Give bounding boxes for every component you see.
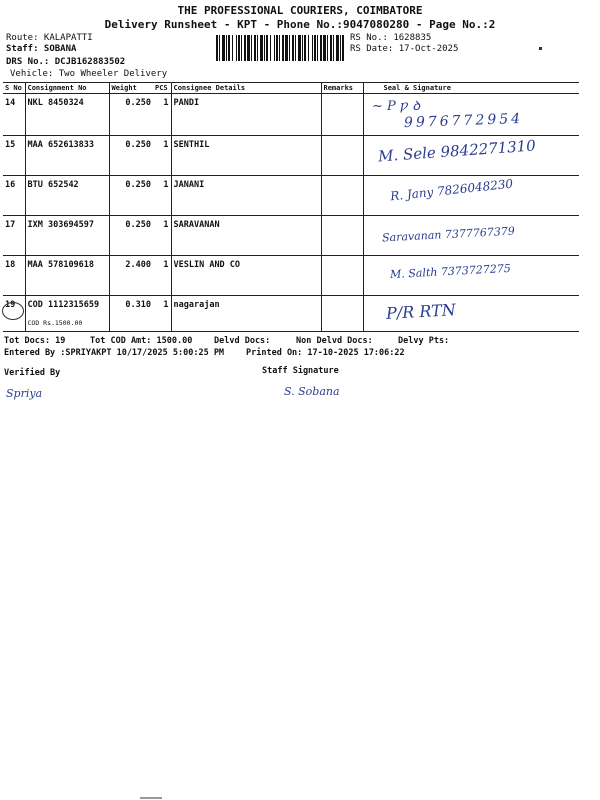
col-remarks: Remarks — [321, 83, 363, 94]
staff-signature-label: Staff Signature — [262, 366, 339, 376]
cell-consignment-number: COD 1112315659 — [27, 300, 100, 310]
cell-consignee: PANDI — [171, 94, 321, 136]
cell-consignment: IXM 303694597 — [25, 216, 109, 256]
delivered-docs: Delvd Docs: — [214, 336, 271, 346]
vehicle-label: Vehicle: Two Wheeler Delivery — [10, 69, 168, 79]
cell-pcs: 1 — [153, 94, 171, 136]
non-delivered-docs: Non Delvd Docs: — [296, 336, 373, 346]
cell-sno: 15 — [3, 136, 25, 176]
signature-row-16: R. Jany 7826048230 — [389, 176, 514, 204]
printed-on: Printed On: 17-10-2025 17:06:22 — [246, 348, 405, 358]
col-weight: Weight — [109, 83, 153, 94]
cell-consignee: SARAVANAN — [171, 216, 321, 256]
cell-consignment: MAA 578109618 — [25, 256, 109, 296]
company-name: THE PROFESSIONAL COURIERS, COIMBATORE — [177, 4, 423, 17]
total-docs: Tot Docs: 19 — [4, 336, 66, 346]
cell-consignee: SENTHIL — [171, 136, 321, 176]
signature-row-18: M. Salth 7373727275 — [389, 261, 512, 282]
cell-remarks — [321, 256, 363, 296]
delivery-points: Delvy Pts: — [398, 336, 450, 346]
cell-consignment: NKL 8450324 — [25, 94, 109, 136]
cell-weight: 0.250 — [109, 94, 153, 136]
cell-sno: 19 — [3, 296, 25, 332]
verified-by-signature: Spriya — [6, 387, 43, 400]
route-label: Route: KALAPATTI — [6, 33, 93, 43]
cell-remarks — [321, 216, 363, 256]
cell-weight: 0.250 — [109, 176, 153, 216]
cell-sno: 14 — [3, 94, 25, 136]
scan-speck — [140, 797, 162, 799]
verified-by-label: Verified By — [4, 368, 61, 378]
cell-weight: 0.310 — [109, 296, 153, 332]
cell-consignee: nagarajan — [171, 296, 321, 332]
runsheet-title: Delivery Runsheet - KPT - Phone No.:9047080280 - Page No.:2 — [104, 18, 496, 31]
cell-consignee: JANANI — [171, 176, 321, 216]
rs-date: RS Date: 17-Oct-2025 — [350, 44, 459, 54]
cell-weight: 0.250 — [109, 136, 153, 176]
table-header-row — [3, 83, 579, 94]
cell-sno: 16 — [3, 176, 25, 216]
cell-pcs: 1 — [153, 176, 171, 216]
cell-consignment: MAA 652613833 — [25, 136, 109, 176]
cell-weight: 0.250 — [109, 216, 153, 256]
drs-number: DRS No.: DCJB162883502 — [6, 57, 126, 67]
entered-by: Entered By :SPRIYAKPT 10/17/2025 5:00:25 PM — [4, 348, 225, 358]
signature-row-19: P/R RTN — [385, 300, 457, 323]
cod-amount-note: COD Rs.1500.00 — [27, 319, 83, 327]
cell-sno: 17 — [3, 216, 25, 256]
speck-mark — [539, 47, 542, 50]
cell-remarks — [321, 296, 363, 332]
cell-remarks — [321, 136, 363, 176]
staff-signature-ink: S. Sobana — [284, 385, 340, 398]
cell-consignment: BTU 652542 — [25, 176, 109, 216]
col-consignment: Consignment No — [25, 83, 109, 94]
total-cod-amount: Tot COD Amt: 1500.00 — [90, 336, 193, 346]
col-sno: S No — [3, 83, 25, 94]
table-row — [3, 296, 579, 332]
signature-row-15: M. Sele 9842271310 — [377, 136, 537, 166]
col-pcs: PCS — [153, 83, 171, 94]
cell-remarks — [321, 176, 363, 216]
cell-pcs: 1 — [153, 216, 171, 256]
cell-pcs: 1 — [153, 136, 171, 176]
rs-number: RS No.: 1628835 — [350, 33, 432, 43]
barcode-image — [216, 35, 346, 61]
cell-remarks — [321, 94, 363, 136]
col-signature: Seal & Signature — [363, 83, 579, 94]
cell-pcs: 1 — [153, 296, 171, 332]
signature-row-14-mark: ~ P ƿ ꝺ — [372, 99, 421, 114]
cell-pcs: 1 — [153, 256, 171, 296]
cell-consignment — [25, 296, 109, 332]
cell-sno: 18 — [3, 256, 25, 296]
signature-row-17: Saravanan 7377767379 — [381, 224, 516, 245]
staff-label: Staff: SOBANA — [6, 44, 77, 54]
cell-consignee: VESLIN AND CO — [171, 256, 321, 296]
signature-row-14-phone: 9976772954 — [403, 110, 524, 132]
cell-weight: 2.400 — [109, 256, 153, 296]
row-19-circle-mark — [2, 302, 24, 320]
col-consignee: Consignee Details — [171, 83, 321, 94]
